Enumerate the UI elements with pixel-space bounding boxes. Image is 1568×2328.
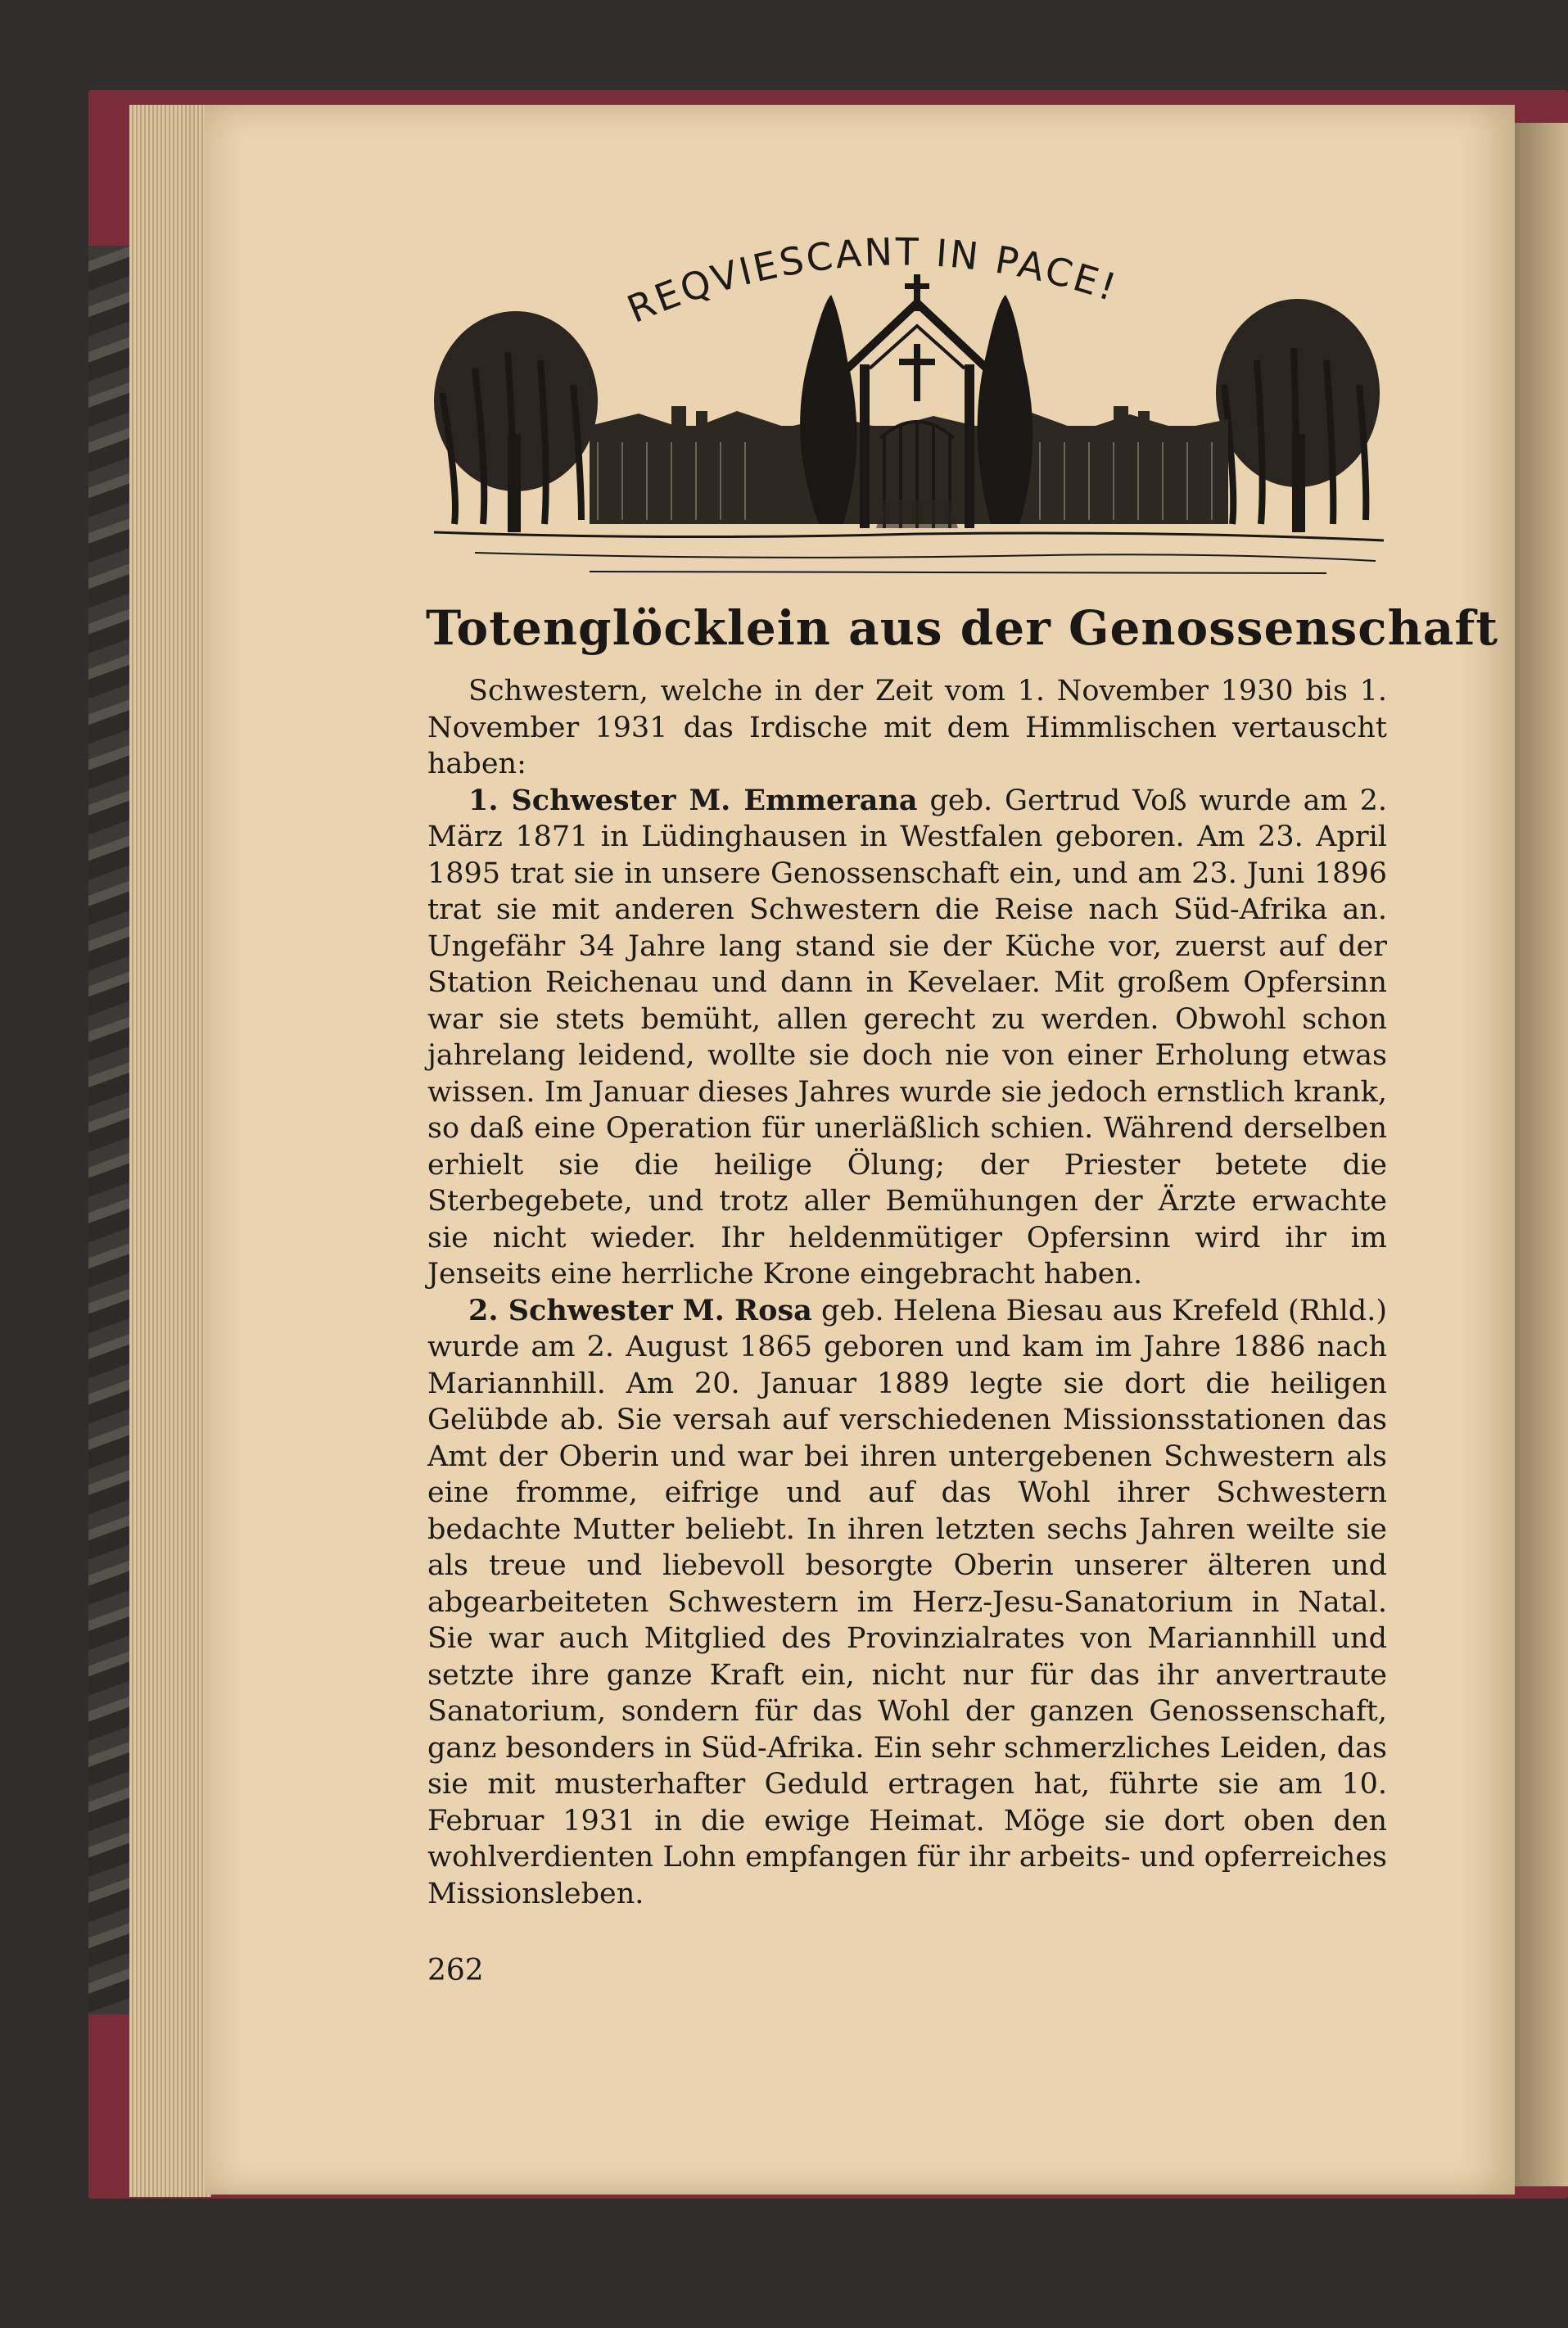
entry-name: 2. Schwester M. Rosa [468, 1293, 812, 1327]
willow-tree-right [1216, 299, 1380, 532]
cypress-right [978, 295, 1033, 524]
page-edges [129, 105, 211, 2197]
facing-page-edge [1511, 123, 1568, 2186]
entry-emmerana [427, 783, 1387, 1293]
ground-lines [434, 532, 1384, 573]
entry-text: geb. Gertrud Voß wurde am 2. März 1871 in Lüdinghausen in Westfalen geboren. Am 23. April 1895 trat sie in unsere Genossenschaft ein, und am 23. Juni 1896 trat sie mit anderen Schwestern die Reise nach Süd-Afrika an. Ungefähr 34 Jahre lang stand sie der Küche vor, zuerst auf der Station Reichenau und dann in Kevelaer. Mit großem Opfersinn war sie stets bemüht, allen gerecht zu werden. Obwohl schon jahrelang leidend, wollte sie doch nie von einer Erholung etwas wissen. Im Januar dieses Jahres wurde sie jedoch ernstlich krank, so daß eine Operation für unerläßlich schien. Während derselben erhielt sie die heilige Ölung; der Priester betete die Sterbegebete, und trotz aller Bemühungen der Ärzte erwachte sie nicht wieder. Ihr heldenmütiger Opfersinn wird ihr im Jenseits eine herrliche Krone eingebracht haben. [427, 784, 1387, 1291]
page-title: Totenglöcklein aus der Genossenschaft [426, 600, 1499, 656]
cemetery-illustration [426, 229, 1388, 581]
entry-name: 1. Schwester M. Emmerana [468, 783, 918, 817]
entry-text: geb. Helena Biesau aus Krefeld (Rhld.) wurde am 2. August 1865 geboren und kam im Jahre 1886 nach Mariannhill. Am 20. Januar 1889 legte sie dort die heiligen Gelübde ab. Sie versah auf verschiedenen Missionsstationen das Amt der Oberin und war bei ihren untergebenen Schwestern als eine fromme, eifrige und auf das Wohl ihrer Schwestern bedachte Mutter beliebt. In ihren letzten sechs Jahren weilte sie als treue und liebevoll besorgte Oberin unserer älteren und abgearbeiteten Schwestern im Herz-Jesu-Sanatorium in Natal. Sie war auch Mitglied des Provinzialrates von Mariannhill und setzte ihre ganze Kraft ein, nicht nur für das ihr anvertraute Sanatorium, sondern für das Wohl der ganzen Genossenschaft, ganz besonders in Süd-Afrika. Ein sehr schmerzliches Leiden, das sie mit musterhafter Geduld ertragen hat, führte sie am 10. Februar 1931 in die ewige Heimat. Möge sie dort oben den wohlverdienten Lohn empfangen für ihr arbeits- und opferreiches Missionsleben. [427, 1294, 1387, 1910]
intro-paragraph: Schwestern, welche in der Zeit vom 1. November 1930 bis 1. November 1931 das Irdische mit dem Himmlischen vertauscht haben: [427, 675, 1387, 780]
entry-rosa [427, 1293, 1387, 1913]
willow-tree-left [434, 311, 598, 532]
cypress-left [800, 295, 856, 524]
chapel [847, 274, 987, 528]
motto-text: REQVIESCANT IN PACE! [621, 229, 1124, 332]
page-number: 262 [427, 1954, 484, 1987]
obituary-text [427, 673, 1387, 1912]
